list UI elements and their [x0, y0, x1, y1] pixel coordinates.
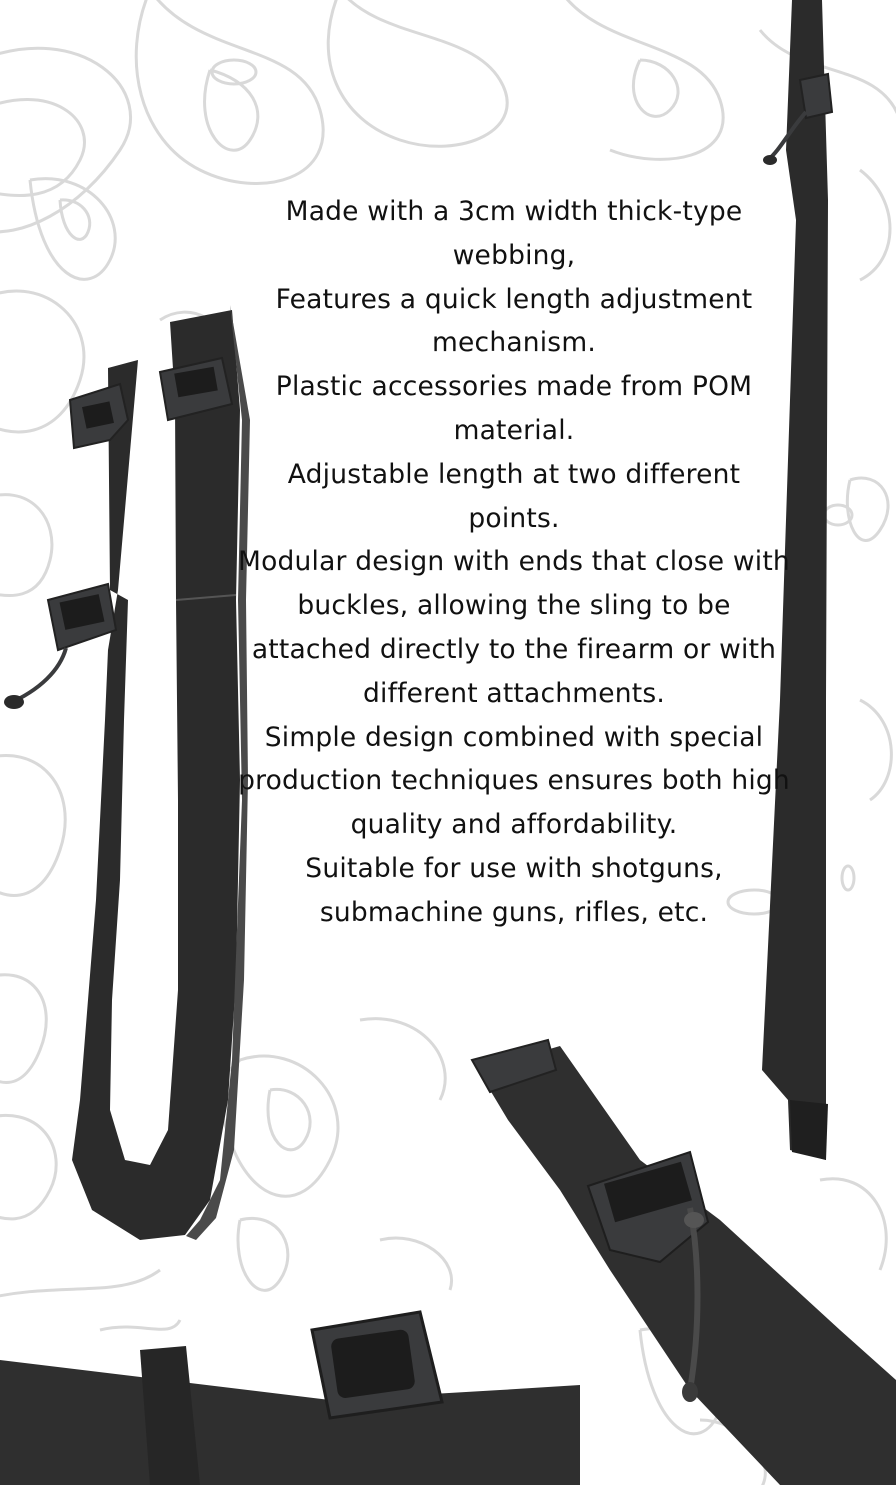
bottom-strap-image: [0, 1312, 580, 1485]
feature-item-webbing: Made with a 3cm width thick-type webbing,: [285, 196, 743, 271]
left-strap-loop-image: [4, 305, 250, 1240]
feature-item-adjustment: Features a quick length adjustment mechanism.: [275, 283, 753, 359]
feature-item-material: Plastic accessories made from POM material.: [275, 371, 753, 446]
feature-item-modular: Modular design with ends that close with buckles, allowing the sling to be attached directly to the firearm or with different attachments.: [238, 546, 790, 709]
feature-item-quality: Simple design combined with special production techniques ensures both high quality and affordability.: [238, 721, 790, 841]
feature-item-length-points: Adjustable length at two different points.: [287, 458, 741, 534]
feature-item-usage: Suitable for use with shotguns, submachine guns, rifles, etc.: [305, 852, 723, 928]
feature-list: [238, 190, 790, 935]
